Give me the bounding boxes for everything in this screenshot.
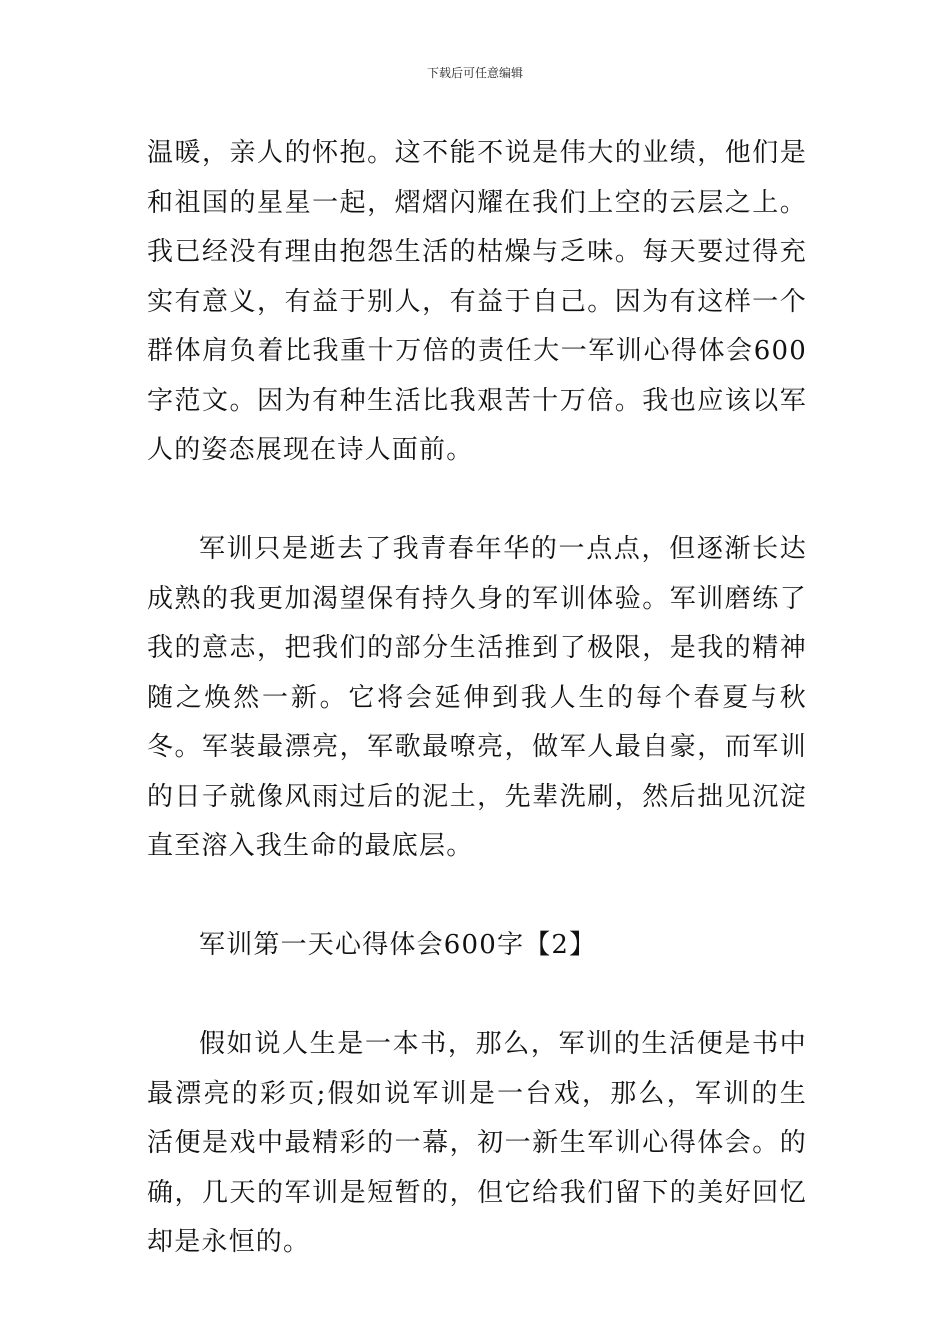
document-body [147,129,807,1268]
paragraph-1: 温暖，亲人的怀抱。这不能不说是伟大的业绩，他们是和祖国的星星一起，熠熠闪耀在我们上空的云层之上。我已经没有理由抱怨生活的枯燥与乏味。每天要过得充实有意义，有益于别人，有益于自己。因为有这样一个群体肩负着比我重十万倍的责任大一军训心得体会600字范文。因为有种生活比我艰苦十万倍。我也应该以军人的姿态展现在诗人面前。 [147,138,807,465]
paragraph-gap [147,971,807,1021]
section-heading: 军训第一天心得体会600字【2】 [199,930,597,960]
paragraph-gap [147,476,807,526]
paragraph-3: 假如说人生是一本书，那么，军训的生活便是书中最漂亮的彩页;假如说军训是一台戏，那么，军训的生活便是戏中最精彩的一幕，初一新生军训心得体会。的确，几天的军训是短暂的，但它给我们留下的美好回忆却是永恒的。 [147,1029,807,1257]
paragraph-2: 军训只是逝去了我青春年华的一点点，但逐渐长达成熟的我更加渴望保有持久身的军训体验。军训磨练了我的意志，把我们的部分生活推到了极限，是我的精神随之焕然一新。它将会延伸到我人生的每个春夏与秋冬。军装最漂亮，军歌最嘹亮，做军人最自豪，而军训的日子就像风雨过后的泥土，先辈洗刷，然后拙见沉淀直至溶入我生命的最底层。 [147,534,807,861]
page-header: 下载后可任意编辑 [426,66,523,80]
paragraph-gap [147,872,807,922]
